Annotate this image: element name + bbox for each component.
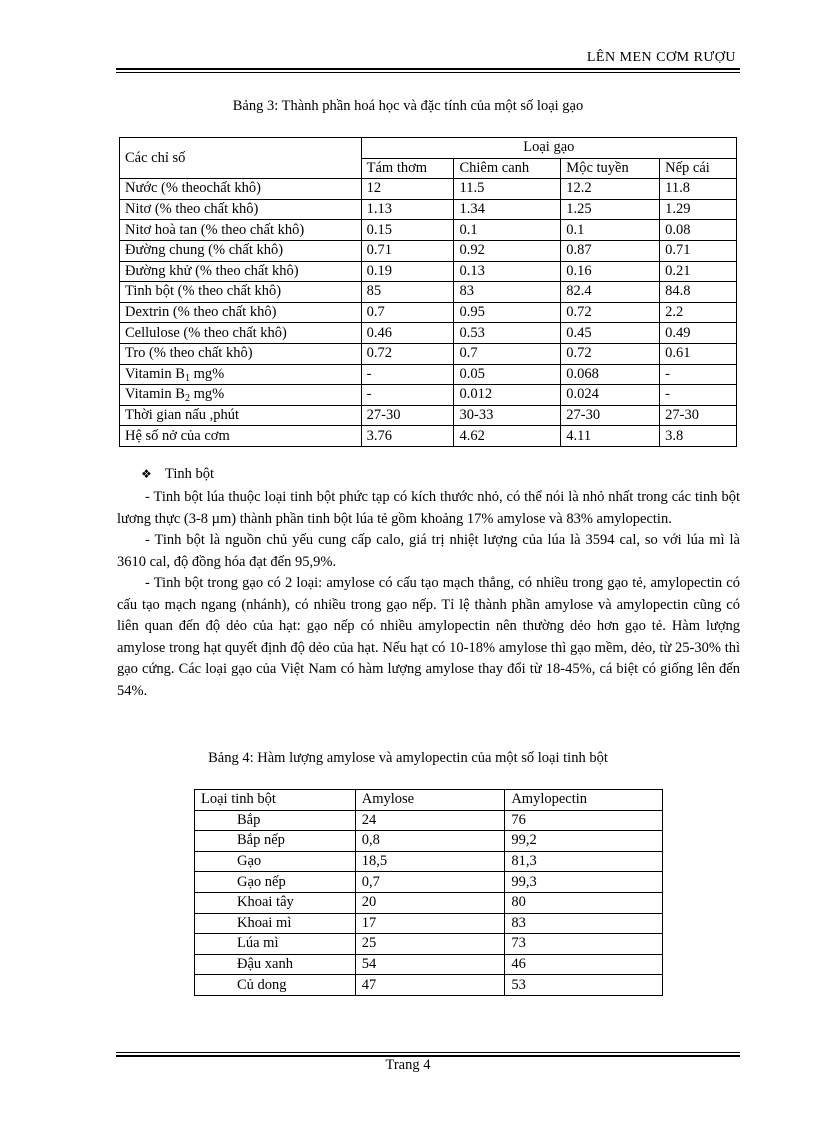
table3-cell: 3.76 (361, 426, 454, 447)
diamond-bullet-icon: ❖ (141, 467, 152, 481)
table3-cell: 0.1 (561, 220, 660, 241)
header-rule-thin (116, 72, 740, 73)
table3-cell: 12 (361, 179, 454, 200)
table-row (195, 831, 663, 852)
footer-rule-thin (116, 1052, 740, 1053)
table3-cell: 0.92 (454, 240, 561, 261)
table4-amylopectin: 80 (505, 892, 663, 913)
table4-starch-name: Bắp nếp (195, 831, 356, 852)
table-row (195, 872, 663, 893)
label-text: Vitamin B (125, 365, 185, 382)
table-row (195, 975, 663, 996)
table3-cell: 82.4 (561, 282, 660, 303)
table4-starch-name: Bắp (195, 810, 356, 831)
table3-group-header: Loại gạo (361, 138, 736, 159)
table4-starch-name: Củ dong (195, 975, 356, 996)
table-row (120, 199, 737, 220)
table4-amylopectin: 53 (505, 975, 663, 996)
table3-cell: 0.1 (454, 220, 561, 241)
table3-cell: 0.72 (361, 343, 454, 364)
table4-amylose: 24 (355, 810, 505, 831)
table4-column-header: Amylopectin (505, 790, 663, 811)
label-unit: mg% (189, 365, 225, 382)
table3-column-header: Mộc tuyền (561, 158, 660, 179)
table3-row-label (120, 364, 362, 385)
table3-row-label: Nitơ hoà tan (% theo chất khô) (120, 220, 362, 241)
table-row (120, 302, 737, 323)
table3-cell: 2.2 (660, 302, 737, 323)
table3-caption: Bảng 3: Thành phần hoá học và đặc tính của một số loại gạo (232, 98, 584, 114)
table4-amylopectin: 46 (505, 954, 663, 975)
table3-cell: - (660, 364, 737, 385)
table4-amylose: 0,8 (355, 831, 505, 852)
table3-cell: - (660, 385, 737, 406)
table3-cell: 0.95 (454, 302, 561, 323)
table3-row-label: Nitơ (% theo chất khô) (120, 199, 362, 220)
table3-cell: 0.13 (454, 261, 561, 282)
table3-cell: 1.13 (361, 199, 454, 220)
table4-starch-name: Gạo nếp (195, 872, 356, 893)
table4-amylopectin: 99,3 (505, 872, 663, 893)
table3-cell: 0.012 (454, 385, 561, 406)
table-row (120, 385, 737, 406)
table3-cell: 0.72 (561, 302, 660, 323)
header-title: LÊN MEN CƠM RƯỢU (586, 50, 736, 65)
paragraph: - Tinh bột trong gạo có 2 loại: amylose có cấu tạo mạch thẳng, có nhiều trong gạo tẻ, amylopectin có cấu tạo mạch ngang (nhánh), có nhiều trong gạo nếp. Tỉ lệ thành phần amylose và amylopectin cũng có liên quan đến độ dẻo của hạt: gạo nếp có nhiều amylopectin nên thường dẻo hơn gạo tẻ. Hàm lượng amylose trong hạt quyết định độ dẻo của hạt. Nếu hạt có 10-18% amylose thì gạo mềm, dẻo, từ 25-30% thì gạo cứng. Các loại gạo của Việt Nam có hàm lượng amylose thay đổi từ 18-45%, cá biệt có giống lên đến 54%. (117, 575, 740, 699)
table3-cell: 83 (454, 282, 561, 303)
table3-cell: 0.05 (454, 364, 561, 385)
label-unit: mg% (189, 386, 225, 403)
table3-cell: 3.8 (660, 426, 737, 447)
table3-row-label: Hệ số nở của cơm (120, 426, 362, 447)
table3-cell: 30-33 (454, 405, 561, 426)
table3-cell: 0.71 (660, 240, 737, 261)
table-row (120, 179, 737, 200)
table-row (120, 323, 737, 344)
table3-cell: 0.53 (454, 323, 561, 344)
table3-cell: 0.46 (361, 323, 454, 344)
table4-column-header: Amylose (355, 790, 505, 811)
table3-cell: 0.72 (561, 343, 660, 364)
table3-cell: 0.15 (361, 220, 454, 241)
table3-row-label: Cellulose (% theo chất khô) (120, 323, 362, 344)
paragraph: - Tinh bột lúa thuộc loại tinh bột phức tạp có kích thước nhỏ, có thể nói là nhỏ nhất trong các tinh bột lương thực (3-8 µm) thành phần tinh bột lúa tẻ gồm khoảng 17% amylose và 83% amylopectin. (117, 489, 740, 527)
table4-amylopectin: 76 (505, 810, 663, 831)
table-row (120, 282, 737, 303)
table3-cell: 0.16 (561, 261, 660, 282)
table4-amylopectin: 73 (505, 934, 663, 955)
table3-cell: - (361, 385, 454, 406)
table3-row-label: Tinh bột (% theo chất khô) (120, 282, 362, 303)
table3-cell: 0.45 (561, 323, 660, 344)
table3-column-header: Tám thơm (361, 158, 454, 179)
section-title: Tinh bột (165, 466, 215, 482)
table3-cell: 12.2 (561, 179, 660, 200)
table3-cell: 0.87 (561, 240, 660, 261)
table4-amylose: 54 (355, 954, 505, 975)
table3-cell: 27-30 (561, 405, 660, 426)
section-body (117, 487, 740, 702)
header-rule-thick (116, 68, 740, 70)
table3-row-label: Nước (% theochất khô) (120, 179, 362, 200)
table3-row-label: Đường khử (% theo chất khô) (120, 261, 362, 282)
table3-cell: 0.21 (660, 261, 737, 282)
table3-column-header: Nếp cái (660, 158, 737, 179)
table4-starch-name: Khoai mì (195, 913, 356, 934)
table3-cell: 11.8 (660, 179, 737, 200)
table4-starch-name: Khoai tây (195, 892, 356, 913)
table3-cell: - (361, 364, 454, 385)
table-row (195, 810, 663, 831)
paragraph: - Tinh bột là nguồn chủ yếu cung cấp calo, giá trị nhiệt lượng của lúa là 3594 cal, so với lúa mì là 3610 cal, độ đồng hóa đạt đến 95,9%. (117, 532, 740, 570)
table4-starch-name: Lúa mì (195, 934, 356, 955)
table4-starch-name: Đậu xanh (195, 954, 356, 975)
table3-cell: 0.024 (561, 385, 660, 406)
table3-cell: 0.7 (361, 302, 454, 323)
table3-cell: 0.49 (660, 323, 737, 344)
table3-cell: 11.5 (454, 179, 561, 200)
table3-row-label: Tro (% theo chất khô) (120, 343, 362, 364)
table3-cell: 27-30 (361, 405, 454, 426)
table4-amylopectin: 99,2 (505, 831, 663, 852)
table-row (120, 343, 737, 364)
table-row (120, 240, 737, 261)
table4-starch-name: Gạo (195, 851, 356, 872)
table3-cell: 4.62 (454, 426, 561, 447)
table3-cell: 0.71 (361, 240, 454, 261)
table-row (120, 261, 737, 282)
table3-cell: 85 (361, 282, 454, 303)
table4-amylose: 18,5 (355, 851, 505, 872)
table3-cell: 0.19 (361, 261, 454, 282)
table4-amylose: 0,7 (355, 872, 505, 893)
table-row (195, 954, 663, 975)
table4-amylopectin: 81,3 (505, 851, 663, 872)
table-row (120, 405, 737, 426)
table3-row-label: Đường chung (% chất khô) (120, 240, 362, 261)
table-row (120, 426, 737, 447)
page-number: Trang 4 (385, 1057, 431, 1073)
table-row (120, 364, 737, 385)
table4-caption: Bảng 4: Hàm lượng amylose và amylopectin của một số loại tinh bột (208, 750, 608, 766)
table4-amylose: 17 (355, 913, 505, 934)
table3-row-label (120, 385, 362, 406)
table3-cell: 0.068 (561, 364, 660, 385)
label-text: Vitamin B (125, 386, 185, 403)
table-row (195, 851, 663, 872)
table4-amylose: 25 (355, 934, 505, 955)
table-row (120, 220, 737, 241)
table4-amylose: 47 (355, 975, 505, 996)
table3-row-label: Thời gian nấu ,phút (120, 405, 362, 426)
table-row (195, 892, 663, 913)
table3-cell: 1.34 (454, 199, 561, 220)
table3 (119, 137, 737, 447)
table-row (195, 913, 663, 934)
label-subscript: 1 (184, 372, 190, 384)
table4-column-header: Loại tinh bột (195, 790, 356, 811)
table3-cell: 84.8 (660, 282, 737, 303)
table3-cell: 4.11 (561, 426, 660, 447)
table4-amylose: 20 (355, 892, 505, 913)
table3-cell: 0.61 (660, 343, 737, 364)
table3-column-header: Chiêm canh (454, 158, 561, 179)
table3-cell: 0.08 (660, 220, 737, 241)
table3-cell: 1.29 (660, 199, 737, 220)
table4-amylopectin: 83 (505, 913, 663, 934)
table-row (195, 934, 663, 955)
table3-row-label: Dextrin (% theo chất khô) (120, 302, 362, 323)
table3-row-header: Các chỉ số (120, 138, 362, 179)
label-subscript: 2 (184, 393, 190, 405)
table3-cell: 1.25 (561, 199, 660, 220)
table4 (194, 789, 663, 996)
table3-cell: 0.7 (454, 343, 561, 364)
table3-cell: 27-30 (660, 405, 737, 426)
section-bullet (141, 466, 214, 483)
